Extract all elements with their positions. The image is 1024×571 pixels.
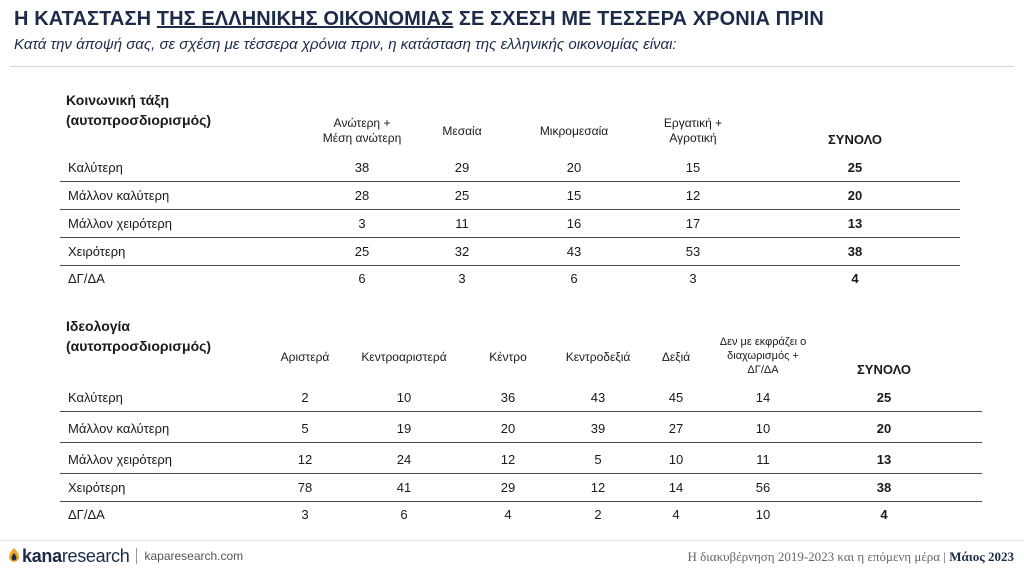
table-cell: 6 [400, 507, 408, 522]
footer-caption [688, 549, 1015, 565]
row-label: Καλύτερη [68, 390, 123, 405]
table1-col-lower-middle: Μικρομεσαία [539, 124, 609, 138]
row-label: ΔΓ/ΔΑ [68, 271, 105, 286]
table2-col-center: Κέντρο [489, 350, 527, 364]
row-label: ΔΓ/ΔΑ [68, 507, 105, 522]
table-cell: 10 [668, 452, 684, 467]
table-row [60, 266, 960, 292]
table-cell: 3 [458, 271, 466, 286]
footer-divider [0, 540, 1024, 541]
logo-text-research: research [61, 545, 130, 566]
table-cell-total: 20 [876, 421, 892, 436]
table1-label: Κοινωνική τάξη (αυτοπροσδιορισμός) [66, 92, 212, 128]
table-row [60, 385, 982, 412]
table2-label: Ιδεολογία (αυτοπροσδιορισμός) [66, 318, 212, 354]
logo-divider [136, 548, 137, 564]
table-row [60, 155, 960, 182]
table-cell: 17 [685, 216, 701, 231]
table-row [60, 447, 982, 474]
table-cell: 12 [590, 480, 606, 495]
table-cell-total: 38 [876, 480, 892, 495]
row-label: Χειρότερη [68, 244, 126, 259]
table1-col-upper: Ανώτερη + Μέση ανώτερη [322, 116, 402, 145]
table-row [60, 239, 960, 266]
table-row [60, 475, 982, 502]
table1-col-total: ΣΥΝΟΛΟ [827, 132, 883, 147]
table-cell: 11 [455, 216, 469, 231]
table-cell: 15 [566, 188, 582, 203]
table-cell: 15 [685, 160, 701, 175]
table-row [60, 416, 982, 443]
table-cell-total: 38 [847, 244, 863, 259]
table1-col-working: Εργατική + Αγροτική [663, 116, 723, 145]
table2-col-center-right: Κεντροδεξιά [565, 350, 631, 364]
table-cell: 10 [396, 390, 412, 405]
table-cell: 53 [685, 244, 701, 259]
row-label: Μάλλον καλύτερη [68, 421, 170, 436]
table-cell: 43 [566, 244, 582, 259]
table-cell: 5 [301, 421, 309, 436]
table-cell: 25 [354, 244, 370, 259]
table-cell: 19 [396, 421, 412, 436]
table-cell: 32 [454, 244, 470, 259]
table2-col-total: ΣΥΝΟΛΟ [856, 362, 912, 377]
kana-logo-icon [8, 548, 20, 564]
table-cell: 43 [590, 390, 606, 405]
table-cell: 12 [685, 188, 701, 203]
table-cell: 2 [301, 390, 309, 405]
title-part-2: ΤΗΣ ΕΛΛΗΝΙΚΗΣ ΟΙΚΟΝΟΜΙΑΣ [156, 8, 454, 30]
table-cell: 3 [301, 507, 309, 522]
table-cell: 28 [354, 188, 370, 203]
website-link[interactable]: kaparesearch.com [144, 549, 244, 563]
footer-caption-text: Η διακυβέρνηση 2019-2023 και η επόμενη μέρα [687, 549, 941, 564]
table-cell-total: 4 [880, 507, 888, 522]
logo-text-kana: kana [22, 545, 62, 566]
footer-separator: | [940, 549, 950, 564]
table-cell-total: 25 [876, 390, 892, 405]
table-cell: 10 [755, 421, 771, 436]
table-cell-total: 13 [876, 452, 892, 467]
table-cell: 6 [570, 271, 578, 286]
table-cell: 25 [454, 188, 470, 203]
table2-col-center-left: Κεντροαριστερά [361, 350, 447, 364]
title-part-3: ΣΕ ΣΧΕΣΗ ΜΕ ΤΕΣΣΕΡΑ ΧΡΟΝΙΑ ΠΡΙΝ [453, 8, 824, 30]
page-subtitle: Κατά την άποψή σας, σε σχέση με τέσσερα χρόνια πριν, η κατάσταση της ελληνικής οικονομίας είναι: [14, 36, 677, 53]
table-cell: 24 [396, 452, 412, 467]
table-cell: 12 [297, 452, 313, 467]
table2-col-right: Δεξιά [661, 350, 691, 364]
row-label: Καλύτερη [68, 160, 123, 175]
table-row [60, 183, 960, 210]
row-label: Μάλλον καλύτερη [68, 188, 170, 203]
row-label: Μάλλον χειρότερη [68, 452, 172, 467]
table-cell-total: 13 [847, 216, 863, 231]
table-cell: 20 [566, 160, 582, 175]
table2-col-no-divide: Δεν με εκφράζει ο διαχωρισμός + ΔΓ/ΔΑ [719, 336, 807, 376]
table-cell: 27 [668, 421, 684, 436]
table-cell: 20 [500, 421, 516, 436]
table-cell: 14 [755, 390, 771, 405]
table-row [60, 502, 982, 528]
table-cell: 4 [672, 507, 680, 522]
table-cell-total: 25 [847, 160, 863, 175]
row-label: Χειρότερη [68, 480, 126, 495]
table2-col-left: Αριστερά [280, 350, 330, 364]
table-cell-total: 4 [851, 271, 859, 286]
top-divider [10, 66, 1014, 67]
table-cell: 14 [668, 480, 684, 495]
page-title [14, 8, 824, 31]
table-cell: 41 [396, 480, 412, 495]
table-cell: 16 [566, 216, 582, 231]
table-cell: 29 [500, 480, 516, 495]
table-cell: 2 [594, 507, 602, 522]
table-cell: 5 [594, 452, 602, 467]
table1-col-middle: Μεσαία [442, 124, 482, 138]
table-cell: 6 [358, 271, 366, 286]
table-cell: 12 [500, 452, 516, 467]
table-cell: 39 [590, 421, 606, 436]
table-cell: 11 [756, 452, 770, 467]
title-part-1: Η ΚΑΤΑΣΤΑΣΗ [14, 8, 157, 30]
table-row [60, 211, 960, 238]
row-label: Μάλλον χειρότερη [68, 216, 172, 231]
table-cell: 3 [689, 271, 697, 286]
table-cell: 10 [755, 507, 771, 522]
table-cell: 78 [297, 480, 313, 495]
table-cell-total: 20 [847, 188, 863, 203]
footer-date: Μάιος 2023 [949, 549, 1014, 564]
table-cell: 36 [500, 390, 516, 405]
table-cell: 4 [504, 507, 512, 522]
table-cell: 29 [454, 160, 470, 175]
table-cell: 45 [668, 390, 684, 405]
table-cell: 38 [354, 160, 370, 175]
company-logo [8, 546, 243, 566]
table-cell: 3 [358, 216, 366, 231]
table-cell: 56 [755, 480, 771, 495]
